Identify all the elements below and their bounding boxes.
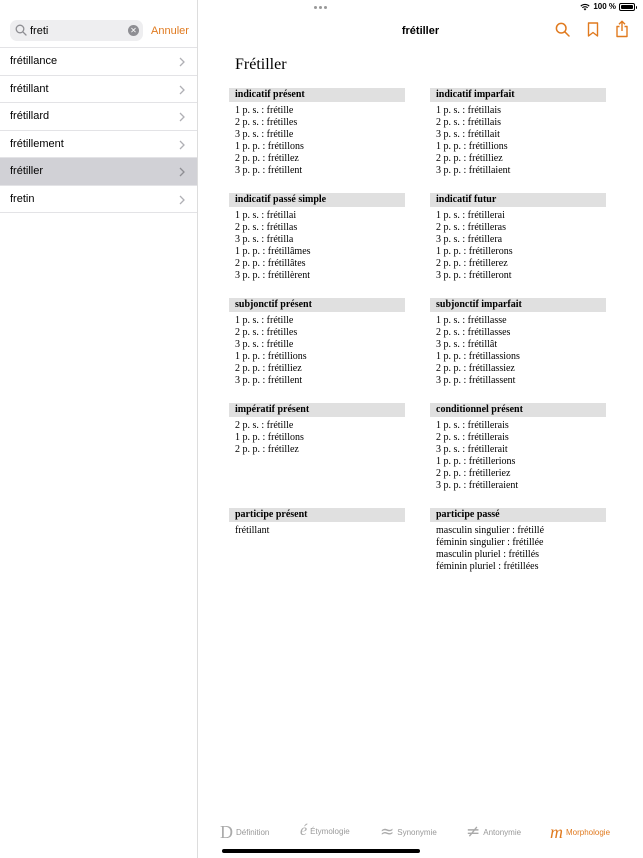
conjugation-row: 3 p. p. : frétillent	[235, 165, 303, 176]
status-right	[580, 2, 635, 11]
list-item-label: frétillard	[10, 110, 50, 123]
tab-label: Étymologie	[310, 826, 350, 836]
conjugation-row: 1 p. s. : frétillai	[235, 210, 297, 221]
list-item-label: frétillance	[10, 55, 58, 67]
tab-etymologie[interactable]	[300, 822, 350, 840]
tab-label: Définition	[236, 828, 270, 837]
section-rows	[430, 312, 606, 387]
conjugation-row: 1 p. p. : frétillions	[235, 351, 307, 362]
list-item[interactable]	[0, 102, 197, 130]
conjugation-row: 2 p. s. : frétilles	[235, 117, 298, 128]
conjugation-section	[430, 193, 606, 282]
chevron-right-icon	[179, 195, 185, 205]
conjugation-row: 2 p. s. : frétilleras	[436, 222, 506, 233]
chevron-right-icon	[179, 57, 185, 67]
conjugation-row: 2 p. s. : frétillas	[235, 222, 298, 233]
entry-heading: Frétiller	[235, 56, 287, 73]
section-title: indicatif passé simple	[229, 193, 405, 207]
section-rows	[229, 102, 405, 177]
conjugation-row: 3 p. s. : frétillât	[436, 339, 498, 350]
synonym-icon: ≈	[380, 822, 395, 842]
magnifier-icon	[15, 24, 27, 36]
section-title: impératif présent	[229, 403, 405, 417]
conjugation-row: frétillant	[235, 525, 270, 536]
conjugation-row: 1 p. p. : frétillons	[235, 141, 304, 152]
section-rows	[229, 312, 405, 387]
morphology-icon: m	[550, 822, 563, 842]
search-bar[interactable]	[10, 20, 143, 41]
list-item[interactable]	[0, 75, 197, 103]
conjugation-row: masculin singulier : frétillé	[436, 525, 545, 536]
tab-antonymie[interactable]	[466, 822, 521, 842]
conjugation-row: 1 p. p. : frétillerions	[436, 456, 516, 467]
search-icon[interactable]	[555, 22, 570, 37]
list-item[interactable]	[0, 185, 197, 213]
conjugation-row: 1 p. p. : frétillâmes	[235, 246, 311, 257]
antonym-icon: ≠	[466, 822, 481, 842]
conjugation-row: 2 p. p. : frétillerez	[436, 258, 508, 269]
conjugation-row: 1 p. s. : frétille	[235, 105, 294, 116]
battery-percent: 100 %	[593, 2, 616, 11]
conjugation-row: 2 p. s. : frétillais	[436, 117, 501, 128]
section-rows	[430, 102, 606, 177]
conjugation-row: 1 p. s. : frétillais	[436, 105, 501, 116]
conjugation-row: féminin singulier : frétillée	[436, 537, 544, 548]
word-list	[0, 47, 197, 213]
conjugation-row: 3 p. s. : frétille	[235, 129, 294, 140]
chevron-right-icon	[179, 140, 185, 150]
conjugation-row: 3 p. p. : frétillèrent	[235, 270, 310, 281]
conjugation-row: 2 p. s. : frétillasses	[436, 327, 511, 338]
conjugation-section	[229, 508, 405, 537]
conjugation-row: 2 p. s. : frétille	[235, 420, 294, 431]
conjugation-section	[229, 403, 405, 456]
cancel-button[interactable]: Annuler	[151, 25, 189, 37]
conjugation-row: 3 p. p. : frétilleront	[436, 270, 512, 281]
conjugation-row: 3 p. s. : frétillait	[436, 129, 500, 140]
section-rows	[229, 207, 405, 282]
conjugation-row: 3 p. p. : frétillassent	[436, 375, 516, 386]
section-title: indicatif imparfait	[430, 88, 606, 102]
tab-morphologie[interactable]	[550, 822, 610, 843]
section-title: subjonctif présent	[229, 298, 405, 312]
conjugation-row: 2 p. p. : frétilleriez	[436, 468, 511, 479]
conjugation-row: 3 p. s. : frétille	[235, 339, 294, 350]
list-item-selected[interactable]	[0, 157, 197, 185]
conjugation-row: féminin pluriel : frétillées	[436, 561, 539, 572]
battery-icon	[619, 3, 635, 11]
sidebar	[0, 0, 198, 858]
conjugation-row: 3 p. s. : frétillerait	[436, 444, 508, 455]
list-item-label: frétillant	[10, 82, 49, 95]
conjugation-row: 3 p. s. : frétilla	[235, 234, 294, 245]
conjugation-section	[430, 88, 606, 177]
conjugation-row: 2 p. s. : frétillerais	[436, 432, 509, 443]
conjugation-section	[229, 193, 405, 282]
section-title: conditionnel présent	[430, 403, 606, 417]
chevron-right-icon	[179, 167, 185, 177]
section-rows	[430, 522, 606, 573]
conjugation-section	[229, 298, 405, 387]
conjugation-row: 2 p. p. : frétilliez	[436, 153, 503, 164]
conjugation-row: 2 p. p. : frétillâtes	[235, 258, 306, 269]
conjugation-row: 1 p. p. : frétillerons	[436, 246, 513, 257]
list-item[interactable]	[0, 130, 197, 158]
conjugation-row: 1 p. s. : frétille	[235, 315, 294, 326]
conjugation-section	[430, 298, 606, 387]
conjugation-row: 1 p. s. : frétillerai	[436, 210, 505, 221]
list-item[interactable]	[0, 47, 197, 75]
section-rows	[430, 417, 606, 492]
tab-label: Antonymie	[483, 827, 522, 837]
section-title: indicatif futur	[430, 193, 606, 207]
list-item-label: fretin	[10, 192, 35, 205]
section-rows	[430, 207, 606, 282]
conjugation-row: 3 p. p. : frétillent	[235, 375, 303, 386]
section-rows	[229, 417, 405, 456]
tab-synonymie[interactable]	[380, 822, 437, 842]
conjugation-section	[229, 88, 405, 177]
conjugation-row: 1 p. p. : frétillons	[235, 432, 304, 443]
conjugation-section	[430, 403, 606, 492]
conjugation-row: 1 p. s. : frétillerais	[436, 420, 509, 431]
tab-definition[interactable]	[220, 822, 269, 843]
page-title: frétiller	[401, 25, 440, 37]
definition-icon: D	[220, 822, 233, 842]
share-icon[interactable]	[615, 20, 629, 38]
list-item-label: frétiller	[10, 165, 44, 178]
conjugation-row: 2 p. p. : frétillassiez	[436, 363, 515, 374]
bookmark-icon[interactable]	[587, 22, 599, 37]
conjugation-section	[430, 508, 606, 573]
wifi-icon	[580, 3, 590, 11]
conjugation-row: 2 p. p. : frétillez	[235, 444, 299, 455]
conjugation-row: 1 p. p. : frétillassions	[436, 351, 520, 362]
conjugation-row: 3 p. p. : frétillaient	[436, 165, 511, 176]
section-title: subjonctif imparfait	[430, 298, 606, 312]
conjugation-row: 1 p. s. : frétillasse	[436, 315, 507, 326]
conjugation-row: 2 p. p. : frétilliez	[235, 363, 302, 374]
section-title: indicatif présent	[229, 88, 405, 102]
etymology-icon: é	[300, 822, 308, 839]
conjugation-row: 3 p. p. : frétilleraient	[436, 480, 519, 491]
clear-icon[interactable]: ✕	[128, 25, 139, 36]
conjugation-row: masculin pluriel : frétillés	[436, 549, 540, 560]
tab-bar	[198, 822, 643, 844]
section-rows	[229, 522, 405, 537]
tab-label: Morphologie	[566, 828, 611, 837]
conjugation-row: 1 p. p. : frétillions	[436, 141, 508, 152]
section-title: participe présent	[229, 508, 405, 522]
conjugation-row: 2 p. p. : frétillez	[235, 153, 299, 164]
search-input[interactable]	[30, 22, 125, 39]
section-title: participe passé	[430, 508, 606, 522]
conjugation-row: 2 p. s. : frétilles	[235, 327, 298, 338]
multitask-dots-icon[interactable]	[314, 6, 327, 9]
chevron-right-icon	[179, 85, 185, 95]
tab-label: Synonymie	[397, 827, 437, 837]
home-indicator	[222, 849, 420, 853]
conjugation-row: 3 p. s. : frétillera	[436, 234, 503, 245]
chevron-right-icon	[179, 112, 185, 122]
list-item-label: frétillement	[10, 137, 64, 150]
